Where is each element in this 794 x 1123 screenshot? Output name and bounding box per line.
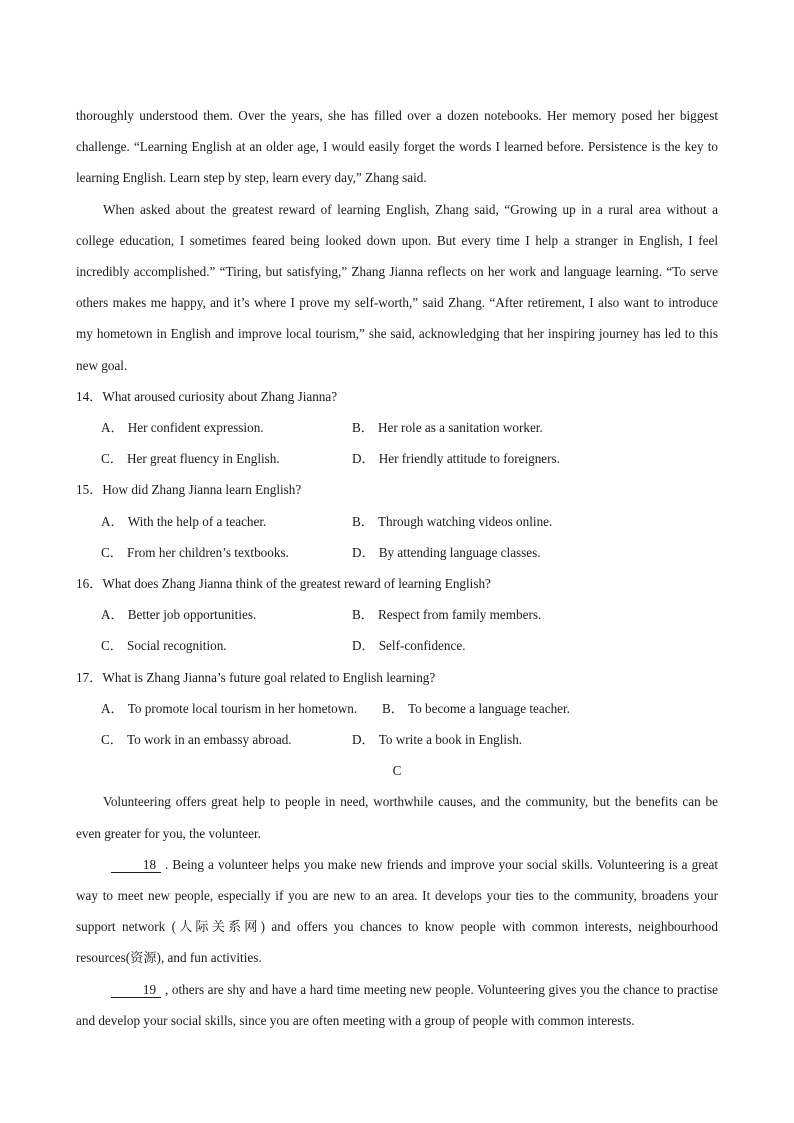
option-d[interactable]: D． To write a book in English. bbox=[352, 732, 523, 748]
option-a[interactable]: A． Better job opportunities. bbox=[101, 607, 257, 623]
paragraph-intro: Volunteering offers great help to people in need, worthwhile causes, and the community, but the benefits can be even greater for you, the volunteer. bbox=[76, 794, 718, 841]
question-14 bbox=[76, 381, 718, 475]
options-14 bbox=[101, 412, 718, 474]
question-number: 14． bbox=[76, 388, 103, 404]
options-17 bbox=[101, 693, 718, 755]
question-text: What does Zhang Jianna think of the greatest reward of learning English? bbox=[102, 576, 491, 592]
option-b[interactable]: B． Respect from family members. bbox=[352, 607, 542, 623]
question-number: 16． bbox=[76, 576, 103, 592]
option-a[interactable]: A． To promote local tourism in her hometown. bbox=[101, 700, 358, 716]
question-16 bbox=[76, 568, 718, 662]
paragraph-blank-19: 19 , others are shy and have a hard time meeting new people. Volunteering gives you the chance to practise and develop your social skills, since you are often meeting with a group of people with common interests. bbox=[76, 981, 718, 1028]
answer-blank-18[interactable]: 18 bbox=[111, 858, 161, 873]
option-d[interactable]: D． Her friendly attitude to foreigners. bbox=[352, 451, 560, 467]
option-c[interactable]: C． To work in an embassy abroad. bbox=[101, 732, 292, 748]
option-d[interactable]: D． By attending language classes. bbox=[352, 544, 541, 560]
question-15 bbox=[76, 474, 718, 568]
option-b[interactable]: B． To become a language teacher. bbox=[382, 700, 570, 716]
question-text: How did Zhang Jianna learn English? bbox=[102, 482, 302, 498]
paragraph-greatest-reward: When asked about the greatest reward of learning English, Zhang said, “Growing up in a rural area without a college education, I sometimes feared being looked down upon. But every time I help a stranger in English, I feel incredibly accomplished.” “Tiring, but satisfying,” Zhang Jianna reflects on her work and language learning. “To serve others makes me happy, and it’s where I prove my self-worth,” said Zhang. “After retirement, I also want to introduce my hometown in English and improve local tourism,” she said, acknowledging that her inspiring journey has led to this new goal. bbox=[76, 201, 718, 373]
option-b[interactable]: B． Through watching videos online. bbox=[352, 513, 553, 529]
option-c[interactable]: C． From her children’s textbooks. bbox=[101, 544, 289, 560]
question-17 bbox=[76, 662, 718, 756]
answer-blank-19[interactable]: 19 bbox=[111, 983, 161, 998]
option-a[interactable]: A． With the help of a teacher. bbox=[101, 513, 267, 529]
question-number: 17． bbox=[76, 669, 103, 685]
question-text: What is Zhang Jianna’s future goal related to English learning? bbox=[102, 669, 436, 685]
options-15 bbox=[101, 506, 718, 568]
paragraph-blank-18: 18 . Being a volunteer helps you make new friends and improve your social skills. Volunteering is a great way to meet new people, especially if you are new to an area. It develops your ties to the community, broadens your support network (人际关系网) and offers you chances to know people with common interests, neighbourhood resources(资源), and fun activities. bbox=[76, 856, 718, 966]
options-16 bbox=[101, 599, 718, 661]
option-a[interactable]: A． Her confident expression. bbox=[101, 420, 264, 436]
option-c[interactable]: C． Social recognition. bbox=[101, 638, 227, 654]
paragraph-continued: thoroughly understood them. Over the years, she has filled over a dozen notebooks. Her memory posed her biggest challenge. “Learning English at an older age, I would easily forget the words I learned before. Persistence is the key to learning English. Learn step by step, learn every day,” Zhang said. bbox=[76, 108, 718, 186]
option-d[interactable]: D． Self-confidence. bbox=[352, 638, 466, 654]
question-text: What aroused curiosity about Zhang Jianna? bbox=[102, 388, 338, 404]
document-page bbox=[76, 100, 718, 1036]
question-number: 15． bbox=[76, 482, 103, 498]
option-b[interactable]: B． Her role as a sanitation worker. bbox=[352, 420, 543, 436]
section-heading: C bbox=[392, 763, 402, 779]
option-c[interactable]: C． Her great fluency in English. bbox=[101, 451, 280, 467]
